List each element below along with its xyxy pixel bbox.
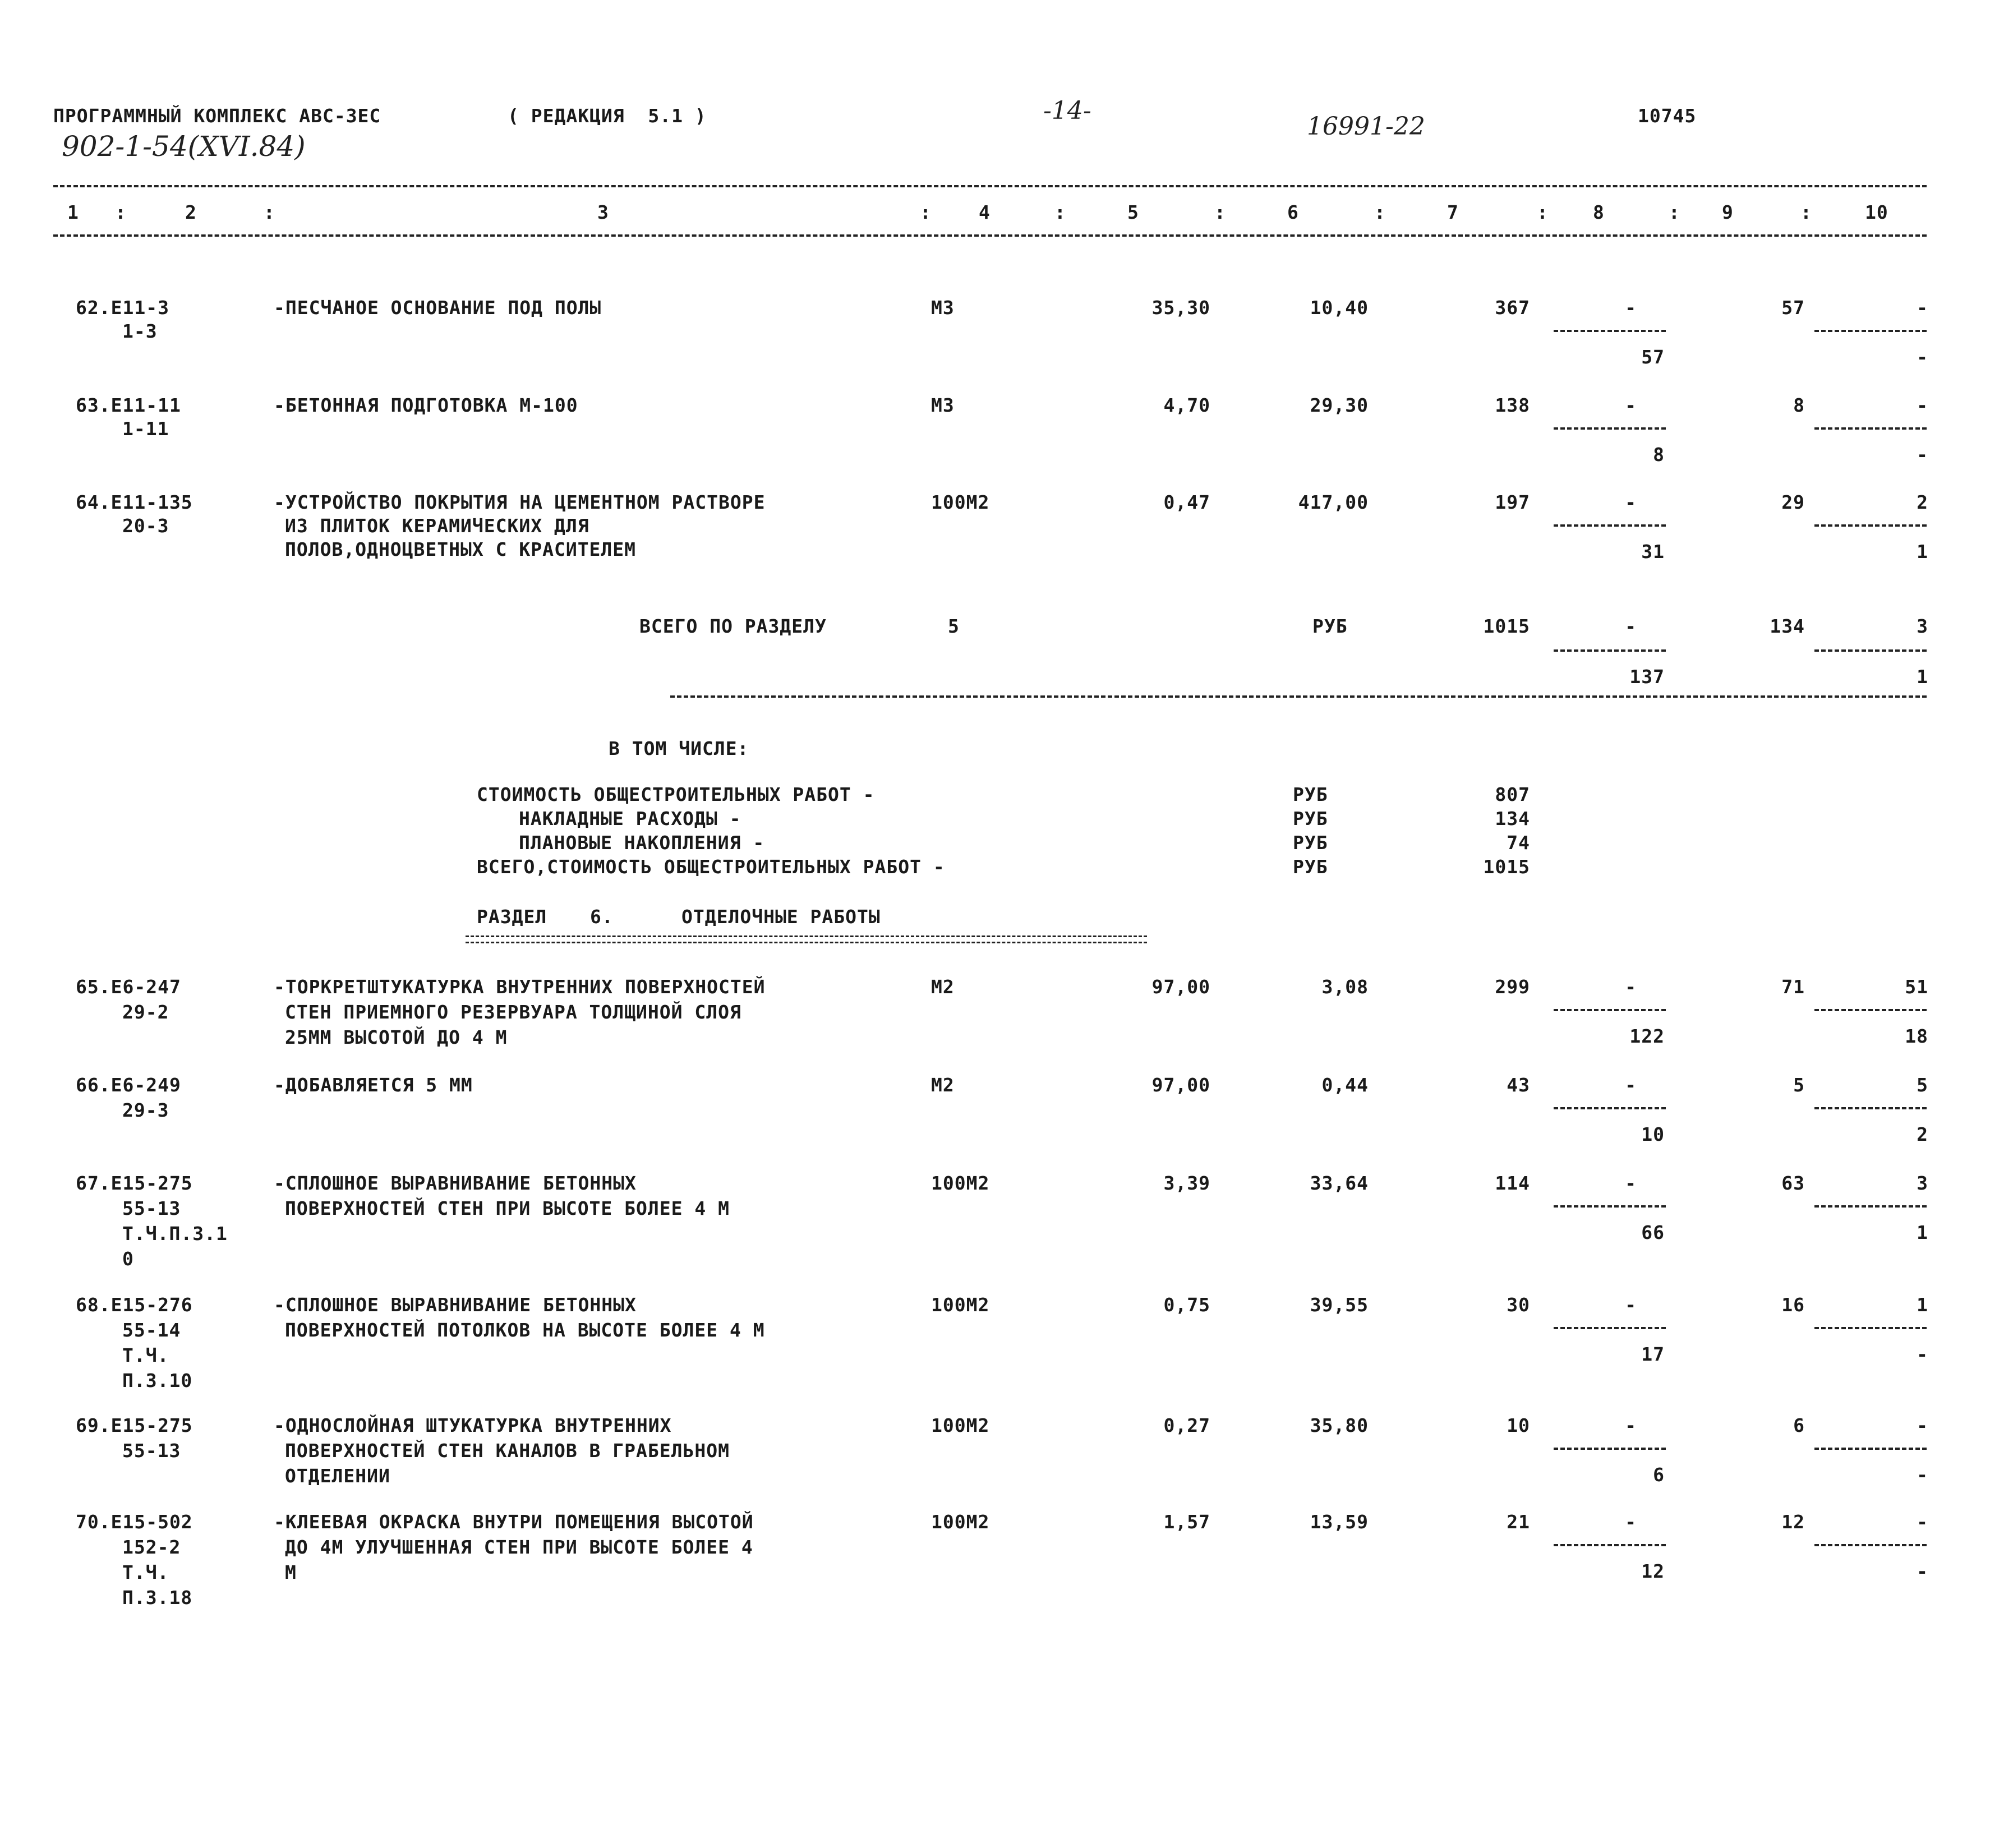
document-code: 10745 bbox=[1638, 105, 1697, 127]
item-quantity: 4,70 bbox=[1163, 394, 1210, 416]
section6-number: 6. bbox=[590, 906, 614, 928]
item-quantity: 3,39 bbox=[1163, 1172, 1210, 1194]
edition-label: ( РЕДАКЦИЯ 5.1 ) bbox=[508, 105, 707, 127]
section-total-col8-divider bbox=[1554, 649, 1666, 652]
item-code: 0 bbox=[122, 1248, 134, 1270]
item-total: 43 bbox=[1507, 1074, 1530, 1096]
item-code: 55-13 bbox=[122, 1440, 181, 1462]
col10-divider bbox=[1814, 330, 1927, 332]
item-unit: 100М2 bbox=[931, 491, 990, 513]
column-header-1: 1 bbox=[67, 201, 79, 223]
column-header-4: 4 bbox=[979, 201, 991, 223]
column-separator: : bbox=[920, 201, 932, 223]
item-quantity: 1,57 bbox=[1163, 1511, 1210, 1533]
item-description: ИЗ ПЛИТОК КЕРАМИЧЕСКИХ ДЛЯ bbox=[285, 515, 589, 537]
breakdown-label: ПЛАНОВЫЕ НАКОПЛЕНИЯ - bbox=[519, 832, 765, 854]
col9-value: 5 bbox=[1793, 1074, 1805, 1096]
item-unit-price: 417,00 bbox=[1298, 491, 1369, 513]
item-code: 55-14 bbox=[122, 1319, 181, 1341]
section-total-col10-divider bbox=[1814, 649, 1927, 652]
column-header-3: 3 bbox=[597, 201, 609, 223]
item-description: ПОЛОВ,ОДНОЦВЕТНЫХ С КРАСИТЕЛЕМ bbox=[285, 538, 637, 560]
col9-value: 16 bbox=[1781, 1294, 1805, 1316]
breakdown-value: 74 bbox=[1507, 832, 1530, 854]
col10-divider bbox=[1814, 1327, 1927, 1329]
item-unit-price: 35,80 bbox=[1310, 1414, 1369, 1436]
col10-divider bbox=[1814, 1205, 1927, 1208]
column-header-10: 10 bbox=[1865, 201, 1888, 223]
col9-value: 6 bbox=[1793, 1414, 1805, 1436]
breakdown-unit: РУБ bbox=[1293, 832, 1328, 854]
item-unit: 100М2 bbox=[931, 1414, 990, 1436]
col9-value: 29 bbox=[1781, 491, 1805, 513]
item-unit-price: 29,30 bbox=[1310, 394, 1369, 416]
col10-bottom: 1 bbox=[1917, 1222, 1928, 1243]
item-code: 70.Е15-502 bbox=[76, 1511, 193, 1533]
col8-top: - bbox=[1625, 1294, 1637, 1316]
item-unit: 100М2 bbox=[931, 1294, 990, 1316]
col8-bottom: 12 bbox=[1641, 1560, 1665, 1582]
item-quantity: 97,00 bbox=[1151, 976, 1210, 998]
section-total-col8-top: - bbox=[1625, 615, 1637, 637]
col8-divider bbox=[1554, 1448, 1666, 1450]
section6-label: РАЗДЕЛ bbox=[477, 906, 547, 928]
item-code: 152-2 bbox=[122, 1536, 181, 1558]
col8-bottom: 10 bbox=[1641, 1123, 1665, 1145]
item-code: Т.Ч. bbox=[122, 1561, 169, 1583]
col8-divider bbox=[1554, 1327, 1666, 1329]
col10-bottom: - bbox=[1917, 1343, 1928, 1365]
item-quantity: 0,47 bbox=[1163, 491, 1210, 513]
item-code: П.3.10 bbox=[122, 1370, 193, 1391]
column-header-2: 2 bbox=[185, 201, 197, 223]
item-description: -КЛЕЕВАЯ ОКРАСКА ВНУТРИ ПОМЕЩЕНИЯ ВЫСОТОЙ bbox=[274, 1511, 754, 1533]
section-total-number: 5 bbox=[948, 615, 960, 637]
col8-bottom: 57 bbox=[1641, 346, 1665, 368]
item-quantity: 0,75 bbox=[1163, 1294, 1210, 1316]
item-description: ПОВЕРХНОСТЕЙ СТЕН КАНАЛОВ В ГРАБЕЛЬНОМ bbox=[285, 1440, 730, 1462]
item-code: 1-3 bbox=[122, 320, 158, 342]
breakdown-heading: В ТОМ ЧИСЛЕ: bbox=[609, 738, 749, 759]
col10-divider bbox=[1814, 1544, 1927, 1546]
col8-divider bbox=[1554, 1205, 1666, 1208]
column-separator: : bbox=[1054, 201, 1066, 223]
col10-bottom: - bbox=[1917, 1464, 1928, 1486]
col8-bottom: 8 bbox=[1653, 444, 1665, 466]
item-description: ПОВЕРХНОСТЕЙ СТЕН ПРИ ВЫСОТЕ БОЛЕЕ 4 М bbox=[285, 1197, 730, 1219]
column-header-8: 8 bbox=[1593, 201, 1605, 223]
col8-bottom: 66 bbox=[1641, 1222, 1665, 1243]
col8-top: - bbox=[1625, 976, 1637, 998]
col8-top: - bbox=[1625, 1511, 1637, 1533]
column-separator: : bbox=[1800, 201, 1812, 223]
item-code: 1-11 bbox=[122, 418, 169, 440]
col8-divider bbox=[1554, 1544, 1666, 1546]
item-unit: М2 bbox=[931, 976, 955, 998]
item-code: 63.Е11-11 bbox=[76, 394, 181, 416]
item-unit: 100М2 bbox=[931, 1172, 990, 1194]
col8-top: - bbox=[1625, 1074, 1637, 1096]
item-quantity: 97,00 bbox=[1151, 1074, 1210, 1096]
section-total-rule bbox=[670, 695, 1927, 698]
item-total: 197 bbox=[1495, 491, 1530, 513]
col8-bottom: 6 bbox=[1653, 1464, 1665, 1486]
page-number: -14- bbox=[1043, 96, 1091, 125]
column-separator: : bbox=[1537, 201, 1549, 223]
breakdown-label: ВСЕГО,СТОИМОСТЬ ОБЩЕСТРОИТЕЛЬНЫХ РАБОТ - bbox=[477, 856, 945, 878]
item-unit: М3 bbox=[931, 394, 955, 416]
col10-top: - bbox=[1917, 1414, 1928, 1436]
col10-top: 5 bbox=[1917, 1074, 1928, 1096]
column-header-6: 6 bbox=[1287, 201, 1299, 223]
item-description: -БЕТОННАЯ ПОДГОТОВКА М-100 bbox=[274, 394, 578, 416]
item-total: 30 bbox=[1507, 1294, 1530, 1316]
col10-top: 3 bbox=[1917, 1172, 1928, 1194]
breakdown-label: СТОИМОСТЬ ОБЩЕСТРОИТЕЛЬНЫХ РАБОТ - bbox=[477, 784, 875, 805]
item-description: 25ММ ВЫСОТОЙ ДО 4 М bbox=[285, 1026, 508, 1048]
item-code: Т.Ч.П.3.1 bbox=[122, 1223, 228, 1245]
col10-bottom: 1 bbox=[1917, 541, 1928, 563]
header-bottom-rule bbox=[53, 234, 1927, 237]
col8-bottom: 122 bbox=[1629, 1025, 1665, 1047]
col8-top: - bbox=[1625, 1414, 1637, 1436]
item-description: -УСТРОЙСТВО ПОКРЫТИЯ НА ЦЕМЕНТНОМ РАСТВОРЕ bbox=[274, 491, 766, 513]
item-quantity: 0,27 bbox=[1163, 1414, 1210, 1436]
col8-divider bbox=[1554, 330, 1666, 332]
item-description: ДО 4М УЛУЧШЕННАЯ СТЕН ПРИ ВЫСОТЕ БОЛЕЕ 4 bbox=[285, 1536, 753, 1558]
item-quantity: 35,30 bbox=[1151, 297, 1210, 319]
item-description: СТЕН ПРИЕМНОГО РЕЗЕРВУАРА ТОЛЩИНОЙ СЛОЯ bbox=[285, 1001, 741, 1023]
item-code: П.3.18 bbox=[122, 1587, 193, 1609]
program-name: ПРОГРАММНЫЙ КОМПЛЕКС АВС-3ЕС bbox=[53, 105, 381, 127]
item-description: -ПЕСЧАНОЕ ОСНОВАНИЕ ПОД ПОЛЫ bbox=[274, 297, 602, 319]
item-unit-price: 39,55 bbox=[1310, 1294, 1369, 1316]
item-code: 66.Е6-249 bbox=[76, 1074, 181, 1096]
item-unit-price: 3,08 bbox=[1321, 976, 1369, 998]
col10-top: - bbox=[1917, 297, 1928, 319]
col8-bottom: 17 bbox=[1641, 1343, 1665, 1365]
col8-top: - bbox=[1625, 394, 1637, 416]
item-code: 67.Е15-275 bbox=[76, 1172, 193, 1194]
item-unit-price: 33,64 bbox=[1310, 1172, 1369, 1194]
section6-title: ОТДЕЛОЧНЫЕ РАБОТЫ bbox=[681, 906, 881, 928]
col10-bottom: - bbox=[1917, 444, 1928, 466]
item-unit-price: 10,40 bbox=[1310, 297, 1369, 319]
section-total-col10-bottom: 1 bbox=[1917, 666, 1928, 688]
header-top-rule bbox=[53, 185, 1927, 187]
item-total: 21 bbox=[1507, 1511, 1530, 1533]
item-unit: М3 bbox=[931, 297, 955, 319]
col10-divider bbox=[1814, 524, 1927, 527]
col10-divider bbox=[1814, 427, 1927, 430]
column-separator: : bbox=[264, 201, 275, 223]
col9-value: 71 bbox=[1781, 976, 1805, 998]
item-description: -ДОБАВЛЯЕТСЯ 5 ММ bbox=[274, 1074, 473, 1096]
item-description: -ТОРКРЕТШТУКАТУРКА ВНУТРЕННИХ ПОВЕРХНОСТЕЙ bbox=[274, 976, 766, 998]
project-reference: 902-1-54(XVI.84) bbox=[62, 130, 306, 163]
col10-top: 2 bbox=[1917, 491, 1928, 513]
col8-divider bbox=[1554, 1107, 1666, 1109]
item-description: -СПЛОШНОЕ ВЫРАВНИВАНИЕ БЕТОННЫХ bbox=[274, 1172, 637, 1194]
column-separator: : bbox=[1669, 201, 1680, 223]
item-code: 55-13 bbox=[122, 1197, 181, 1219]
item-unit-price: 0,44 bbox=[1321, 1074, 1369, 1096]
breakdown-unit: РУБ bbox=[1293, 808, 1328, 829]
column-separator: : bbox=[115, 201, 127, 223]
col8-divider bbox=[1554, 427, 1666, 430]
section-total-label: ВСЕГО ПО РАЗДЕЛУ bbox=[639, 615, 827, 637]
section-total-unit: РУБ bbox=[1312, 615, 1348, 637]
item-code: 62.Е11-3 bbox=[76, 297, 169, 319]
item-unit: М2 bbox=[931, 1074, 955, 1096]
col10-bottom: - bbox=[1917, 346, 1928, 368]
col9-value: 63 bbox=[1781, 1172, 1805, 1194]
column-header-9: 9 bbox=[1722, 201, 1734, 223]
item-code: Т.Ч. bbox=[122, 1344, 169, 1366]
breakdown-unit: РУБ bbox=[1293, 856, 1328, 878]
section-total-col10-top: 3 bbox=[1917, 615, 1928, 637]
col10-top: - bbox=[1917, 1511, 1928, 1533]
breakdown-value: 134 bbox=[1495, 808, 1530, 829]
column-header-7: 7 bbox=[1447, 201, 1459, 223]
item-total: 367 bbox=[1495, 297, 1530, 319]
item-total: 299 bbox=[1495, 976, 1530, 998]
col9-value: 12 bbox=[1781, 1511, 1805, 1533]
item-total: 138 bbox=[1495, 394, 1530, 416]
col8-top: - bbox=[1625, 297, 1637, 319]
item-code: 69.Е15-275 bbox=[76, 1414, 193, 1436]
breakdown-value: 1015 bbox=[1483, 856, 1530, 878]
col10-divider bbox=[1814, 1009, 1927, 1011]
section-total-sum: 1015 bbox=[1483, 615, 1530, 637]
item-code: 20-3 bbox=[122, 515, 169, 537]
col10-top: 51 bbox=[1905, 976, 1928, 998]
item-code: 64.Е11-135 bbox=[76, 491, 193, 513]
col10-top: 1 bbox=[1917, 1294, 1928, 1316]
col8-divider bbox=[1554, 524, 1666, 527]
item-description: ОТДЕЛЕНИИ bbox=[285, 1465, 390, 1487]
col10-top: - bbox=[1917, 394, 1928, 416]
breakdown-label: НАКЛАДНЫЕ РАСХОДЫ - bbox=[519, 808, 741, 829]
col9-value: 8 bbox=[1793, 394, 1805, 416]
item-total: 114 bbox=[1495, 1172, 1530, 1194]
breakdown-value: 807 bbox=[1495, 784, 1530, 805]
breakdown-unit: РУБ bbox=[1293, 784, 1328, 805]
section-total-col9: 134 bbox=[1770, 615, 1805, 637]
item-description: М bbox=[285, 1561, 297, 1583]
column-header-5: 5 bbox=[1127, 201, 1139, 223]
col8-top: - bbox=[1625, 491, 1637, 513]
item-description: -СПЛОШНОЕ ВЫРАВНИВАНИЕ БЕТОННЫХ bbox=[274, 1294, 637, 1316]
section-total-col8-bottom: 137 bbox=[1629, 666, 1665, 688]
col10-divider bbox=[1814, 1107, 1927, 1109]
col9-value: 57 bbox=[1781, 297, 1805, 319]
col8-top: - bbox=[1625, 1172, 1637, 1194]
column-separator: : bbox=[1374, 201, 1386, 223]
col8-divider bbox=[1554, 1009, 1666, 1011]
item-code: 29-2 bbox=[122, 1001, 169, 1023]
col8-bottom: 31 bbox=[1641, 541, 1665, 563]
document-number: 16991-22 bbox=[1307, 112, 1425, 141]
col10-bottom: 2 bbox=[1917, 1123, 1928, 1145]
col10-divider bbox=[1814, 1448, 1927, 1450]
section6-underline bbox=[466, 935, 1147, 943]
item-total: 10 bbox=[1507, 1414, 1530, 1436]
col10-bottom: 18 bbox=[1905, 1025, 1928, 1047]
item-description: ПОВЕРХНОСТЕЙ ПОТОЛКОВ НА ВЫСОТЕ БОЛЕЕ 4 М bbox=[285, 1319, 765, 1341]
item-unit: 100М2 bbox=[931, 1511, 990, 1533]
column-separator: : bbox=[1214, 201, 1226, 223]
item-description: -ОДНОСЛОЙНАЯ ШТУКАТУРКА ВНУТРЕННИХ bbox=[274, 1414, 672, 1436]
item-unit-price: 13,59 bbox=[1310, 1511, 1369, 1533]
item-code: 29-3 bbox=[122, 1099, 169, 1121]
item-code: 65.Е6-247 bbox=[76, 976, 181, 998]
col10-bottom: - bbox=[1917, 1560, 1928, 1582]
item-code: 68.Е15-276 bbox=[76, 1294, 193, 1316]
